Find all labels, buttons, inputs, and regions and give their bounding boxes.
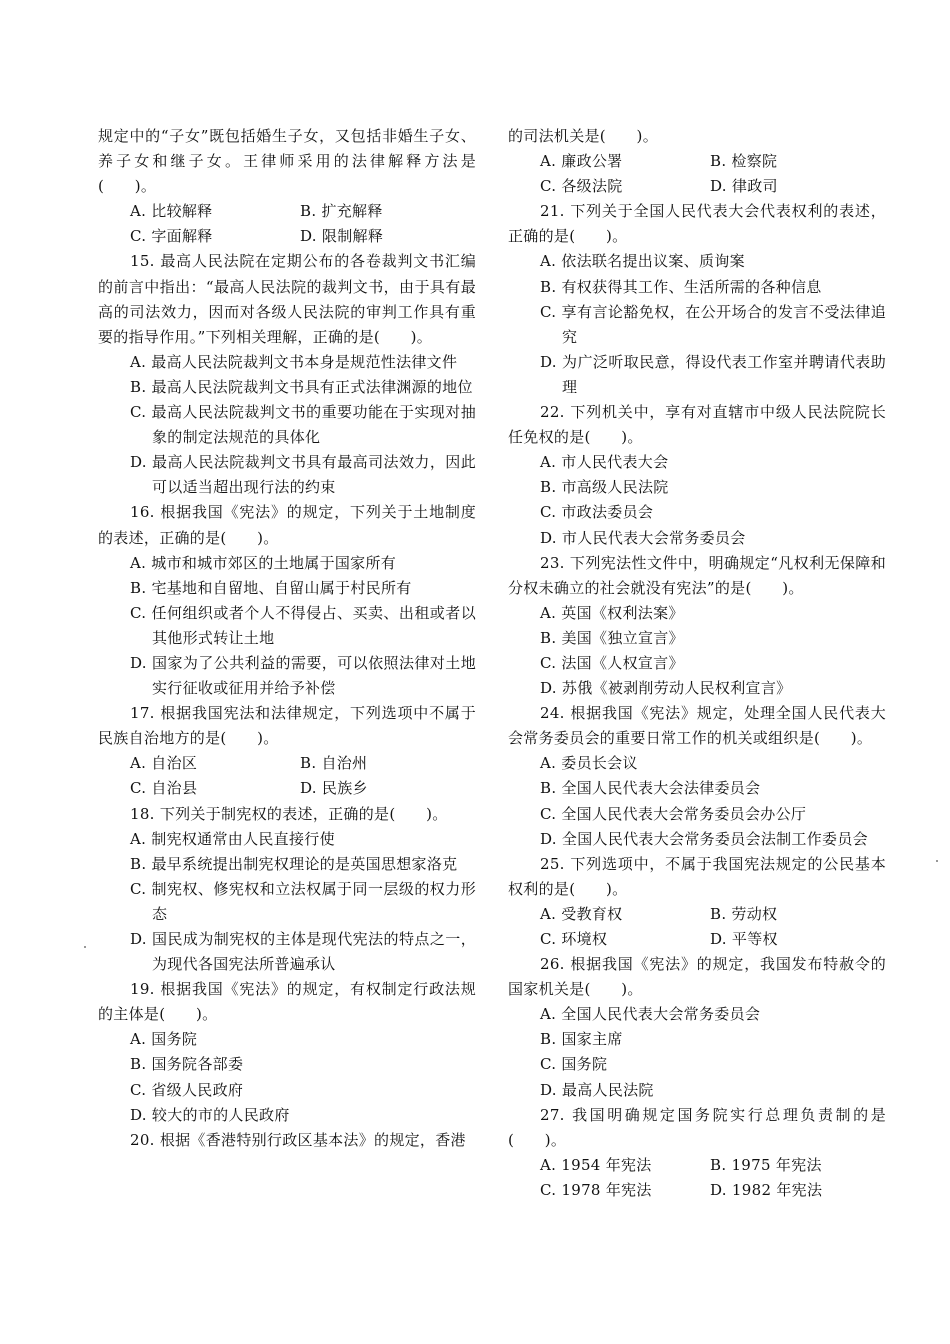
scan-speck — [936, 860, 938, 862]
q18-option-a: A. 制宪权通常由人民直接行使 — [130, 829, 335, 848]
q26-option-a: A. 全国人民代表大会常务委员会 — [540, 1005, 761, 1024]
q20-option-c: C. 各级法院 — [540, 177, 623, 196]
q17-stem: 17. 根据我国宪法和法律规定，下列选项中不属于民族自治地方的是( )。 — [98, 704, 476, 748]
q20-stem-start: 20. 根据《香港特别行政区基本法》的规定，香港 — [130, 1130, 466, 1149]
q24-option-a: A. 委员长会议 — [540, 754, 638, 773]
q27-option-a: A. 1954 年宪法 — [540, 1155, 652, 1174]
q14-option-c: C. 字面解释 — [130, 227, 213, 246]
q20-option-b: B. 检察院 — [710, 152, 778, 171]
q20-option-a: A. 廉政公署 — [540, 152, 623, 171]
q25-option-d: D. 平等权 — [710, 930, 778, 948]
q15-option-d: D. 最高人民法院裁判文书具有最高司法效力，因此可以适当超出现行法的约束 — [130, 453, 476, 497]
q24-stem: 24. 根据我国《宪法》规定，处理全国人民代表大会常务委员会的重要日常工作的机关或组织是( )。 — [508, 704, 886, 748]
left-column — [98, 124, 476, 1153]
q23-option-b: B. 美国《独立宣言》 — [540, 628, 684, 647]
q20-options-row-2 — [540, 174, 886, 199]
q18-stem: 18. 下列关于制宪权的表述，正确的是( )。 — [130, 804, 448, 823]
q21-option-b: B. 有权获得其工作、生活所需的各种信息 — [540, 277, 822, 296]
q17-option-c: C. 自治县 — [130, 779, 198, 798]
q27-stem: 27. 我国明确规定国务院实行总理负责制的是( )。 — [508, 1105, 886, 1149]
q25-option-b: B. 劳动权 — [710, 904, 778, 923]
q16-option-a: A. 城市和城市郊区的土地属于国家所有 — [130, 553, 397, 572]
q15-option-b: B. 最高人民法院裁判文书具有正式法律渊源的地位 — [130, 377, 473, 396]
q23-option-c: C. 法国《人权宣言》 — [540, 653, 684, 672]
q27-option-d: D. 1982 年宪法 — [710, 1180, 823, 1199]
q22-stem: 22. 下列机关中，享有对直辖市中级人民法院院长任免权的是( )。 — [508, 403, 886, 447]
q27-option-b: B. 1975 年宪法 — [710, 1155, 822, 1174]
q19-option-c: C. 省级人民政府 — [130, 1080, 244, 1099]
q15-option-a: A. 最高人民法院裁判文书本身是规范性法律文件 — [130, 352, 458, 371]
q26-stem: 26. 根据我国《宪法》的规定，我国发布特赦令的国家机关是( )。 — [508, 955, 886, 999]
q17-option-d: D. 民族乡 — [300, 779, 368, 798]
q23-stem: 23. 下列宪法性文件中，明确规定“凡权利无保障和分权未确立的社会就没有宪法”的是( )。 — [508, 553, 886, 597]
q25-option-c: C. 环境权 — [540, 930, 608, 948]
q14-option-d: D. 限制解释 — [300, 227, 384, 246]
q15-option-c: C. 最高人民法院裁判文书的重要功能在于实现对抽象的制定法规范的具体化 — [130, 403, 476, 447]
q27-options-row-1 — [540, 1153, 886, 1178]
q22-option-a: A. 市人民代表大会 — [540, 453, 669, 472]
q25-stem: 25. 下列选项中，不属于我国宪法规定的公民基本权利的是( )。 — [508, 854, 886, 898]
q24-option-d: D. 全国人民代表大会常务委员会法制工作委员会 — [540, 829, 868, 848]
q20-option-d: D. 律政司 — [710, 177, 778, 196]
q17-option-b: B. 自治州 — [300, 754, 368, 773]
q16-option-d: D. 国家为了公共利益的需要，可以依照法律对土地实行征收或征用并给予补偿 — [130, 653, 476, 698]
q19-stem: 19. 根据我国《宪法》的规定，有权制定行政法规的主体是( )。 — [98, 980, 476, 1024]
q14-options-row-2 — [130, 224, 476, 249]
q14-option-b: B. 扩充解释 — [300, 202, 383, 221]
q15-stem: 15. 最高人民法院在定期公布的各卷裁判文书汇编的前言中指出：“最高人民法院的裁判文书，由于具有最高的司法效力，因而对各级人民法院的审判工作具有重要的指导作用。”下列相关理解，正确的是( )。 — [98, 252, 476, 346]
q25-options-row-2 — [540, 927, 886, 952]
q24-option-c: C. 全国人民代表大会常务委员会办公厅 — [540, 804, 807, 823]
q14-option-a: A. 比较解释 — [130, 202, 213, 221]
q26-option-d: D. 最高人民法院 — [540, 1080, 654, 1099]
q17-option-a: A. 自治区 — [130, 754, 198, 773]
q20-stem-end: 的司法机关是( )。 — [508, 127, 659, 145]
q21-option-c: C. 享有言论豁免权，在公开场合的发言不受法律追究 — [540, 302, 886, 346]
q25-options-row-1 — [540, 902, 886, 927]
right-column — [508, 124, 886, 1203]
q16-stem: 16. 根据我国《宪法》的规定，下列关于土地制度的表述，正确的是( )。 — [98, 503, 476, 547]
q18-option-b: B. 最早系统提出制宪权理论的是英国思想家洛克 — [130, 854, 458, 873]
q21-stem: 21. 下列关于全国人民代表大会代表权利的表述，正确的是( )。 — [508, 202, 886, 246]
q18-option-d: D. 国民成为制宪权的主体是现代宪法的特点之一，为现代各国宪法所普遍承认 — [130, 930, 476, 974]
q19-option-a: A. 国务院 — [130, 1030, 198, 1049]
q22-option-b: B. 市高级人民法院 — [540, 478, 669, 497]
q26-option-b: B. 国家主席 — [540, 1030, 623, 1049]
q14-options-row-1 — [130, 199, 476, 224]
q14-stem-tail: 规定中的“子女”既包括婚生子女，又包括非婚生子女、养子女和继子女。王律师采用的法律解释方法是( )。 — [98, 127, 476, 196]
q17-options-row-1 — [130, 751, 476, 776]
q19-option-d: D. 较大的市的人民政府 — [130, 1105, 290, 1124]
q25-option-a: A. 受教育权 — [540, 904, 623, 923]
q21-option-a: A. 依法联名提出议案、质询案 — [540, 252, 745, 271]
q23-option-a: A. 英国《权利法案》 — [540, 603, 684, 622]
q26-option-c: C. 国务院 — [540, 1055, 608, 1074]
q27-options-row-2 — [540, 1178, 886, 1203]
q19-option-b: B. 国务院各部委 — [130, 1055, 244, 1074]
q24-option-b: B. 全国人民代表大会法律委员会 — [540, 779, 761, 798]
q21-option-d: D. 为广泛听取民意，得设代表工作室并聘请代表助理 — [540, 352, 886, 396]
q16-option-c: C. 任何组织或者个人不得侵占、买卖、出租或者以其他形式转让土地 — [130, 603, 476, 647]
q17-options-row-2 — [130, 776, 476, 801]
q20-options-row-1 — [540, 149, 886, 174]
q27-option-c: C. 1978 年宪法 — [540, 1180, 652, 1199]
q18-option-c: C. 制宪权、修宪权和立法权属于同一层级的权力形态 — [130, 879, 476, 923]
scan-speck — [84, 946, 86, 948]
q22-option-d: D. 市人民代表大会常务委员会 — [540, 528, 746, 547]
q23-option-d: D. 苏俄《被剥削劳动人民权利宣言》 — [540, 679, 792, 698]
q22-option-c: C. 市政法委员会 — [540, 503, 654, 522]
q16-option-b: B. 宅基地和自留地、自留山属于村民所有 — [130, 578, 412, 597]
